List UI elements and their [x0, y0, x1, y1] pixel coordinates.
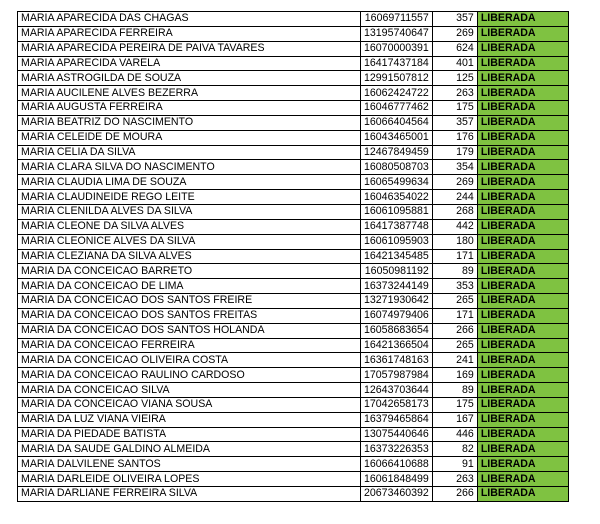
code-cell[interactable]: 13075440646 [361, 427, 433, 442]
number-cell[interactable]: 353 [432, 279, 477, 294]
table-row [18, 412, 569, 427]
table-row [18, 323, 569, 338]
status-cell[interactable]: LIBERADA [477, 383, 568, 398]
status-cell[interactable]: LIBERADA [477, 115, 568, 130]
status-cell[interactable]: LIBERADA [477, 249, 568, 264]
table-row [18, 130, 569, 145]
name-cell[interactable]: MARIA APARECIDA PEREIRA DE PAIVA TAVARES [18, 41, 361, 56]
status-cell[interactable]: LIBERADA [477, 234, 568, 249]
status-cell[interactable]: LIBERADA [477, 353, 568, 368]
name-cell[interactable]: MARIA CLENILDA ALVES DA SILVA [18, 204, 361, 219]
code-cell[interactable]: 16070000391 [361, 41, 433, 56]
status-cell[interactable]: LIBERADA [477, 219, 568, 234]
status-cell[interactable]: LIBERADA [477, 397, 568, 412]
number-cell[interactable]: 241 [432, 353, 477, 368]
number-cell[interactable]: 89 [432, 383, 477, 398]
name-cell[interactable]: MARIA APARECIDA DAS CHAGAS [18, 12, 361, 27]
code-cell[interactable]: 16046354022 [361, 190, 433, 205]
status-cell[interactable]: LIBERADA [477, 190, 568, 205]
number-cell[interactable]: 175 [432, 101, 477, 116]
number-cell[interactable]: 91 [432, 457, 477, 472]
name-cell[interactable]: MARIA DA CONCEICAO FERREIRA [18, 338, 361, 353]
name-cell[interactable]: MARIA CLEONE DA SILVA ALVES [18, 219, 361, 234]
table-row [18, 487, 569, 502]
code-cell[interactable]: 16417387748 [361, 219, 433, 234]
table-body [18, 12, 569, 502]
status-cell[interactable]: LIBERADA [477, 86, 568, 101]
status-cell[interactable]: LIBERADA [477, 41, 568, 56]
name-cell[interactable]: MARIA APARECIDA VARELA [18, 56, 361, 71]
name-cell[interactable]: MARIA DA CONCEICAO BARRETO [18, 264, 361, 279]
status-cell[interactable]: LIBERADA [477, 294, 568, 309]
table-row [18, 234, 569, 249]
code-cell[interactable]: 16061095903 [361, 234, 433, 249]
number-cell[interactable]: 263 [432, 472, 477, 487]
number-cell[interactable]: 82 [432, 442, 477, 457]
status-cell[interactable]: LIBERADA [477, 412, 568, 427]
number-cell[interactable]: 125 [432, 71, 477, 86]
code-cell[interactable]: 16379465864 [361, 412, 433, 427]
table-row [18, 279, 569, 294]
code-cell[interactable]: 16046777462 [361, 101, 433, 116]
status-cell[interactable]: LIBERADA [477, 457, 568, 472]
name-cell[interactable]: MARIA CELIA DA SILVA [18, 145, 361, 160]
code-cell[interactable]: 16066404564 [361, 115, 433, 130]
table-row [18, 427, 569, 442]
status-cell[interactable]: LIBERADA [477, 12, 568, 27]
status-cell[interactable]: LIBERADA [477, 308, 568, 323]
number-cell[interactable]: 266 [432, 323, 477, 338]
status-cell[interactable]: LIBERADA [477, 472, 568, 487]
name-cell[interactable]: MARIA CLARA SILVA DO NASCIMENTO [18, 160, 361, 175]
number-cell[interactable]: 179 [432, 145, 477, 160]
status-cell[interactable]: LIBERADA [477, 71, 568, 86]
code-cell[interactable]: 17042658173 [361, 397, 433, 412]
name-cell[interactable]: MARIA DA CONCEICAO VIANA SOUSA [18, 397, 361, 412]
number-cell[interactable]: 446 [432, 427, 477, 442]
name-cell[interactable]: MARIA DA CONCEICAO RAULINO CARDOSO [18, 368, 361, 383]
table-row [18, 353, 569, 368]
number-cell[interactable]: 167 [432, 412, 477, 427]
name-cell[interactable]: MARIA DARLIANE FERREIRA SILVA [18, 487, 361, 502]
table-row [18, 294, 569, 309]
table-row [18, 397, 569, 412]
number-cell[interactable]: 401 [432, 56, 477, 71]
number-cell[interactable]: 244 [432, 190, 477, 205]
status-cell[interactable]: LIBERADA [477, 160, 568, 175]
number-cell[interactable]: 265 [432, 294, 477, 309]
number-cell[interactable]: 269 [432, 26, 477, 41]
code-cell[interactable]: 16061095881 [361, 204, 433, 219]
status-cell[interactable]: LIBERADA [477, 427, 568, 442]
code-cell[interactable]: 13271930642 [361, 294, 433, 309]
table-row [18, 41, 569, 56]
number-cell[interactable]: 624 [432, 41, 477, 56]
status-cell[interactable]: LIBERADA [477, 279, 568, 294]
code-cell[interactable]: 16074979406 [361, 308, 433, 323]
spreadsheet-table [17, 11, 569, 502]
table-row [18, 12, 569, 27]
number-cell[interactable]: 171 [432, 249, 477, 264]
code-cell[interactable]: 16061848499 [361, 472, 433, 487]
code-cell[interactable]: 16058683654 [361, 323, 433, 338]
status-cell[interactable]: LIBERADA [477, 323, 568, 338]
table-row [18, 249, 569, 264]
name-cell[interactable]: MARIA DA PIEDADE BATISTA [18, 427, 361, 442]
status-cell[interactable]: LIBERADA [477, 368, 568, 383]
code-cell[interactable]: 16069711557 [361, 12, 433, 27]
name-cell[interactable]: MARIA AUGUSTA FERREIRA [18, 101, 361, 116]
name-cell[interactable]: MARIA DA SAUDE GALDINO ALMEIDA [18, 442, 361, 457]
code-cell[interactable]: 13195740647 [361, 26, 433, 41]
status-cell[interactable]: LIBERADA [477, 442, 568, 457]
name-cell[interactable]: MARIA DARLEIDE OLIVEIRA LOPES [18, 472, 361, 487]
table-row [18, 204, 569, 219]
number-cell[interactable]: 89 [432, 264, 477, 279]
number-cell[interactable]: 175 [432, 397, 477, 412]
code-cell[interactable]: 16417437184 [361, 56, 433, 71]
table-row [18, 190, 569, 205]
name-cell[interactable]: MARIA DA CONCEICAO DOS SANTOS FREIRE [18, 294, 361, 309]
name-cell[interactable]: MARIA APARECIDA FERREIRA [18, 26, 361, 41]
table-row [18, 264, 569, 279]
name-cell[interactable]: MARIA CLEONICE ALVES DA SILVA [18, 234, 361, 249]
name-cell[interactable]: MARIA DALVILENE SANTOS [18, 457, 361, 472]
name-cell[interactable]: MARIA AUCILENE ALVES BEZERRA [18, 86, 361, 101]
code-cell[interactable]: 16043465001 [361, 130, 433, 145]
status-cell[interactable]: LIBERADA [477, 145, 568, 160]
number-cell[interactable]: 268 [432, 204, 477, 219]
status-cell[interactable]: LIBERADA [477, 487, 568, 502]
number-cell[interactable]: 357 [432, 115, 477, 130]
code-cell[interactable]: 12991507812 [361, 71, 433, 86]
code-cell[interactable]: 16421366504 [361, 338, 433, 353]
code-cell[interactable]: 16373226353 [361, 442, 433, 457]
code-cell[interactable]: 16062424722 [361, 86, 433, 101]
table-row [18, 71, 569, 86]
code-cell[interactable]: 16373244149 [361, 279, 433, 294]
number-cell[interactable]: 269 [432, 175, 477, 190]
table-row [18, 175, 569, 190]
number-cell[interactable]: 176 [432, 130, 477, 145]
table-row [18, 219, 569, 234]
name-cell[interactable]: MARIA ASTROGILDA DE SOUZA [18, 71, 361, 86]
name-cell[interactable]: MARIA DA CONCEICAO DOS SANTOS FREITAS [18, 308, 361, 323]
code-cell[interactable]: 16065499634 [361, 175, 433, 190]
status-cell[interactable]: LIBERADA [477, 26, 568, 41]
name-cell[interactable]: MARIA DA CONCEICAO DOS SANTOS HOLANDA [18, 323, 361, 338]
table-row [18, 160, 569, 175]
name-cell[interactable]: MARIA BEATRIZ DO NASCIMENTO [18, 115, 361, 130]
status-cell[interactable]: LIBERADA [477, 56, 568, 71]
table-row [18, 442, 569, 457]
name-cell[interactable]: MARIA CLAUDIA LIMA DE SOUZA [18, 175, 361, 190]
table-row [18, 308, 569, 323]
number-cell[interactable]: 266 [432, 487, 477, 502]
code-cell[interactable]: 12467849459 [361, 145, 433, 160]
status-cell[interactable]: LIBERADA [477, 175, 568, 190]
number-cell[interactable]: 354 [432, 160, 477, 175]
name-cell[interactable]: MARIA CELEIDE DE MOURA [18, 130, 361, 145]
status-cell[interactable]: LIBERADA [477, 338, 568, 353]
table-row [18, 338, 569, 353]
table-row [18, 56, 569, 71]
table-row [18, 368, 569, 383]
code-cell[interactable]: 12643703644 [361, 383, 433, 398]
name-cell[interactable]: MARIA DA CONCEICAO DE LIMA [18, 279, 361, 294]
status-cell[interactable]: LIBERADA [477, 130, 568, 145]
number-cell[interactable]: 442 [432, 219, 477, 234]
number-cell[interactable]: 265 [432, 338, 477, 353]
name-cell[interactable]: MARIA DA LUZ VIANA VIEIRA [18, 412, 361, 427]
code-cell[interactable]: 16421345485 [361, 249, 433, 264]
name-cell[interactable]: MARIA DA CONCEICAO OLIVEIRA COSTA [18, 353, 361, 368]
table-row [18, 383, 569, 398]
number-cell[interactable]: 180 [432, 234, 477, 249]
status-cell[interactable]: LIBERADA [477, 101, 568, 116]
name-cell[interactable]: MARIA CLEZIANA DA SILVA ALVES [18, 249, 361, 264]
number-cell[interactable]: 171 [432, 308, 477, 323]
code-cell[interactable]: 16066410688 [361, 457, 433, 472]
status-cell[interactable]: LIBERADA [477, 264, 568, 279]
code-cell[interactable]: 16050981192 [361, 264, 433, 279]
code-cell[interactable]: 16361748163 [361, 353, 433, 368]
table-row [18, 115, 569, 130]
code-cell[interactable]: 20673460392 [361, 487, 433, 502]
number-cell[interactable]: 263 [432, 86, 477, 101]
name-cell[interactable]: MARIA CLAUDINEIDE REGO LEITE [18, 190, 361, 205]
table-row [18, 145, 569, 160]
code-cell[interactable]: 17057987984 [361, 368, 433, 383]
number-cell[interactable]: 357 [432, 12, 477, 27]
table-row [18, 26, 569, 41]
table-row [18, 86, 569, 101]
table-row [18, 101, 569, 116]
table-row [18, 457, 569, 472]
status-cell[interactable]: LIBERADA [477, 204, 568, 219]
number-cell[interactable]: 169 [432, 368, 477, 383]
table-row [18, 472, 569, 487]
code-cell[interactable]: 16080508703 [361, 160, 433, 175]
name-cell[interactable]: MARIA DA CONCEICAO SILVA [18, 383, 361, 398]
